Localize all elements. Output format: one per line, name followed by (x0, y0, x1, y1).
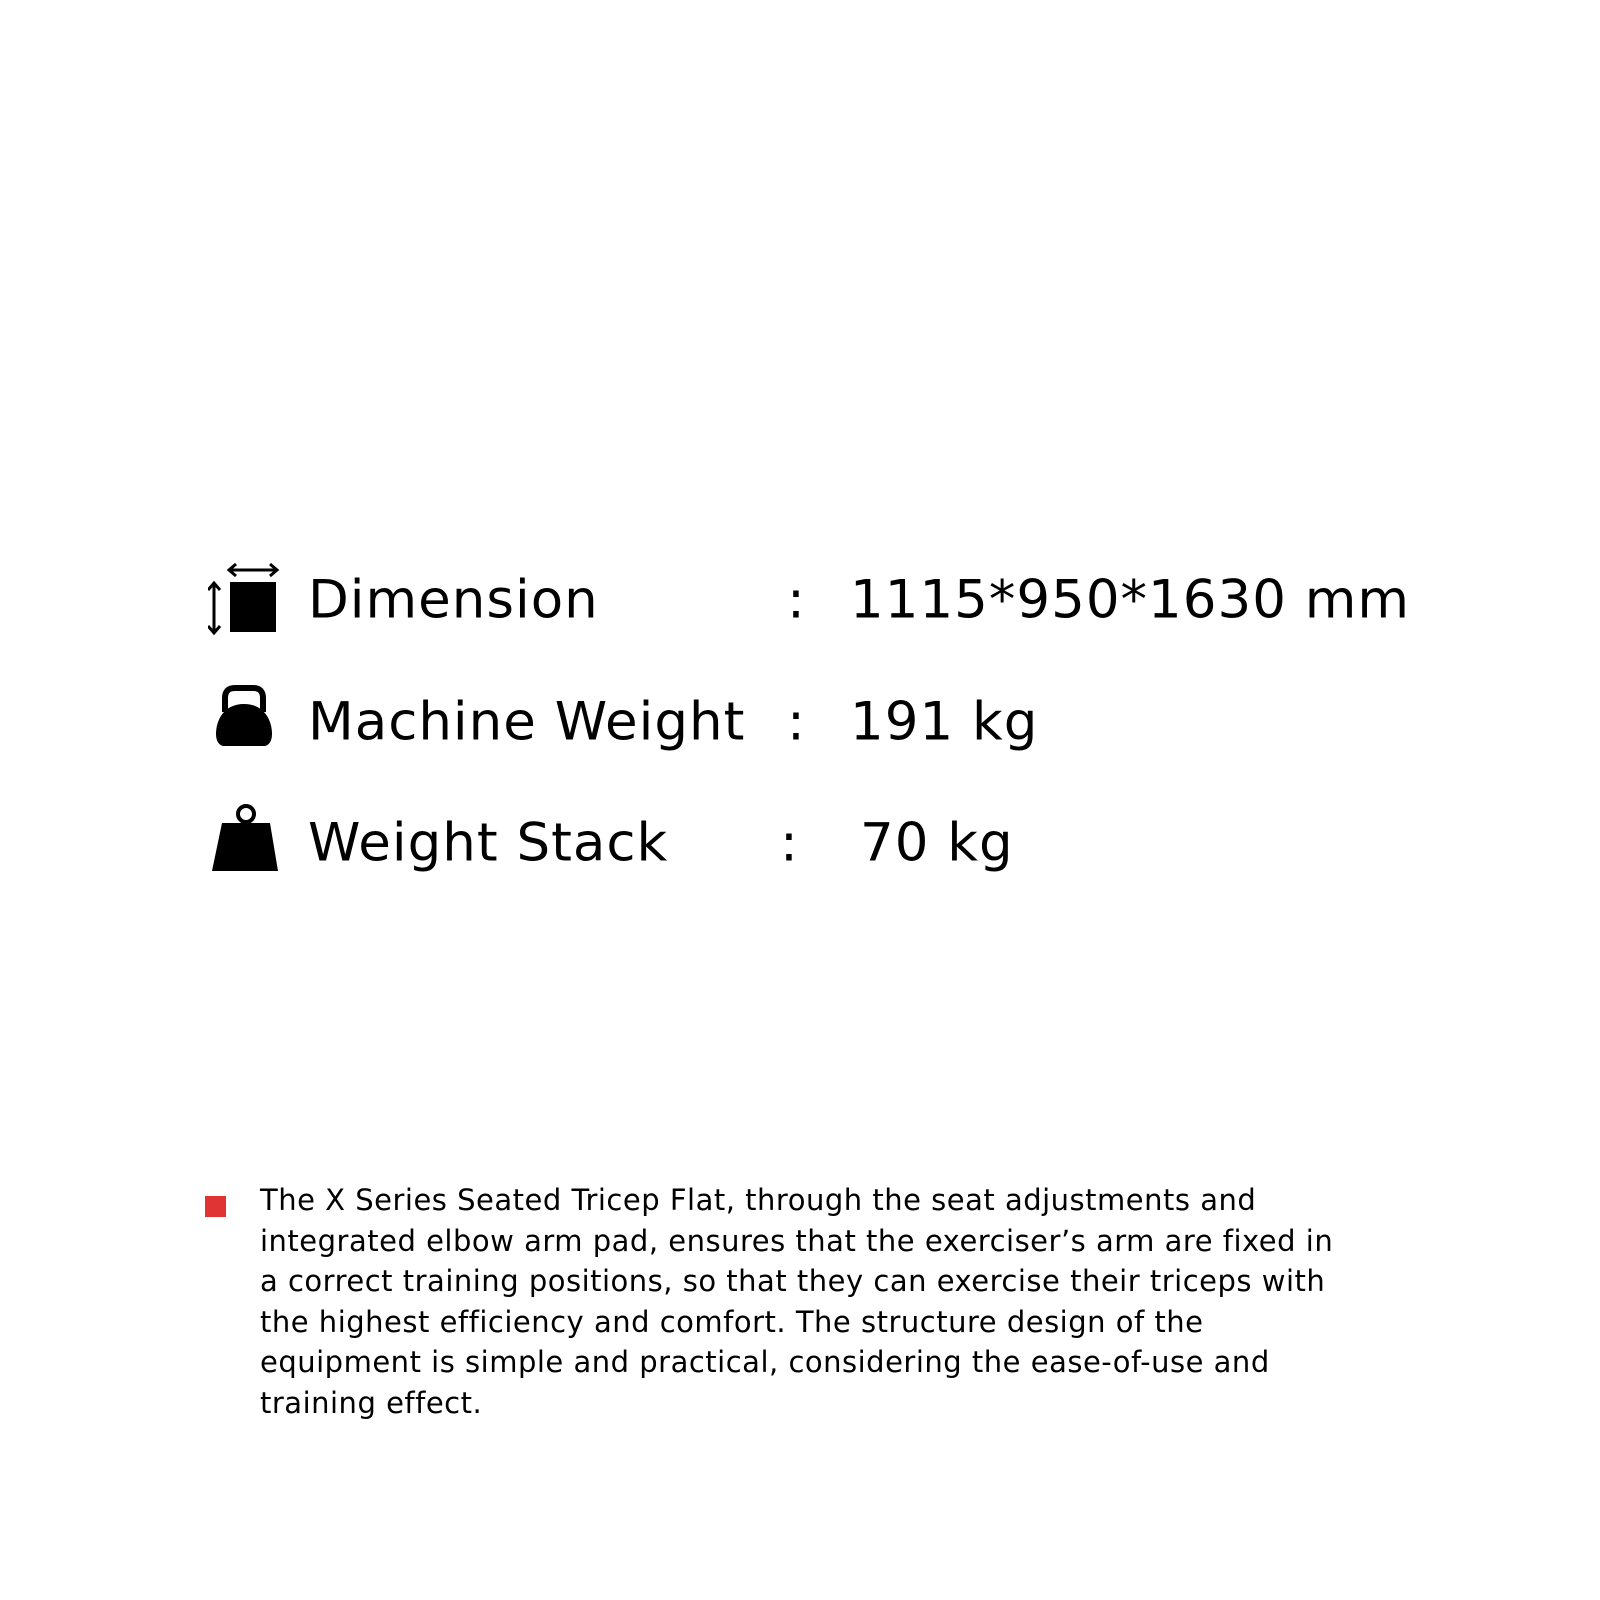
spec-label-machine-weight: Machine Weight (308, 691, 746, 753)
spec-label-weight-stack: Weight Stack (308, 812, 669, 874)
spec-row-weight-stack (0, 803, 1600, 883)
spec-colon: : (780, 812, 798, 874)
weight-icon (208, 803, 280, 883)
dimension-icon (208, 560, 280, 640)
spec-colon: : (787, 569, 805, 631)
spec-value-machine-weight: 191 kg (850, 691, 1039, 753)
spec-value-weight-stack: 70 kg (860, 812, 1014, 874)
kettlebell-icon (208, 682, 280, 762)
spec-label-dimension: Dimension (308, 569, 599, 631)
spec-row-machine-weight (0, 682, 1600, 762)
spec-colon: : (787, 691, 805, 753)
spec-row-dimension (0, 560, 1600, 640)
description-text: The X Series Seated Tricep Flat, through the seat adjustments and integrated elbow arm pad, ensures that the exerciser’s arm are fixed in a correct training positions, so that they can exercise their triceps with the highest efficiency and comfort. The structure design of the equipment is simple and practical, considering the ease-of-use and training effect. (260, 1183, 1334, 1420)
spec-value-dimension: 1115*950*1630 mm (850, 569, 1411, 631)
bullet-square-icon (205, 1196, 226, 1217)
